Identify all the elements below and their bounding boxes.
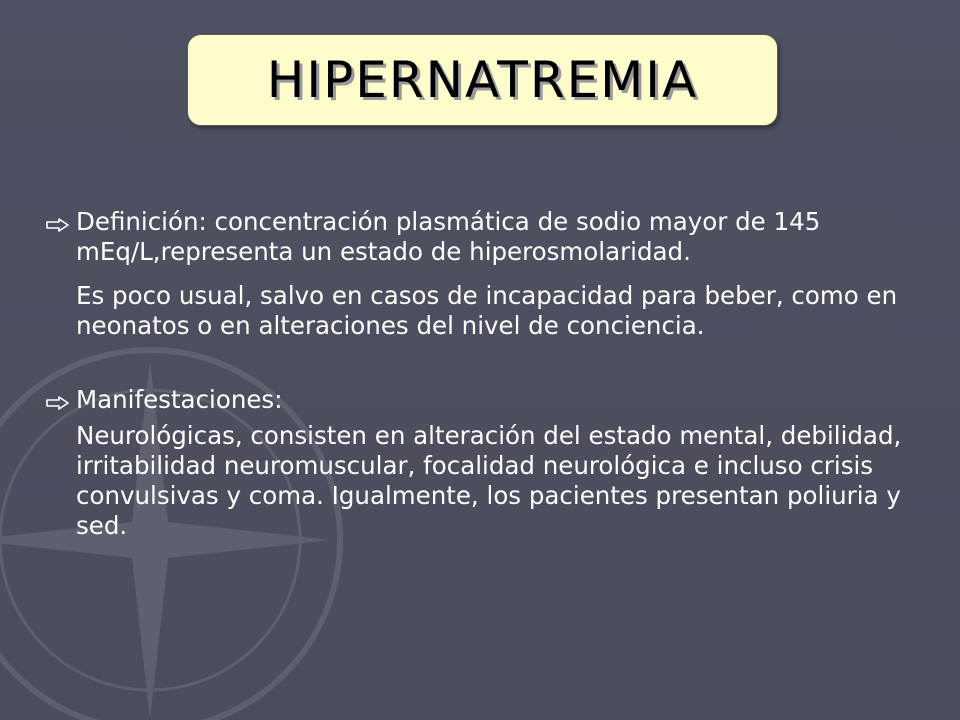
definition-body: Es poco usual, salvo en casos de incapacidad para beber, como en neonatos o en alteraciones del nivel de conciencia. — [76, 281, 898, 340]
slide-content — [44, 207, 924, 541]
outline-arrow-right-icon — [46, 218, 70, 232]
section-manifestations — [44, 385, 924, 415]
slide-title: HIPERNATREMIA — [266, 51, 699, 109]
outline-arrow-right-icon — [46, 396, 70, 410]
definition-heading: Definición: concentración plasmática de sodio mayor de 145 mEq/L,representa un estado de hiperosmolaridad. — [76, 207, 821, 266]
manifestations-heading: Manifestaciones: — [76, 385, 283, 414]
manifestations-body: Neurológicas, consisten en alteración del estado mental, debilidad, irritabilidad neuromuscular, focalidad neurológica e incluso crisis convulsivas y coma. Igualmente, los pacientes presentan poliuria y sed. — [76, 421, 902, 540]
title-box — [187, 34, 778, 126]
section-definition — [44, 207, 924, 267]
spacer — [44, 341, 924, 385]
